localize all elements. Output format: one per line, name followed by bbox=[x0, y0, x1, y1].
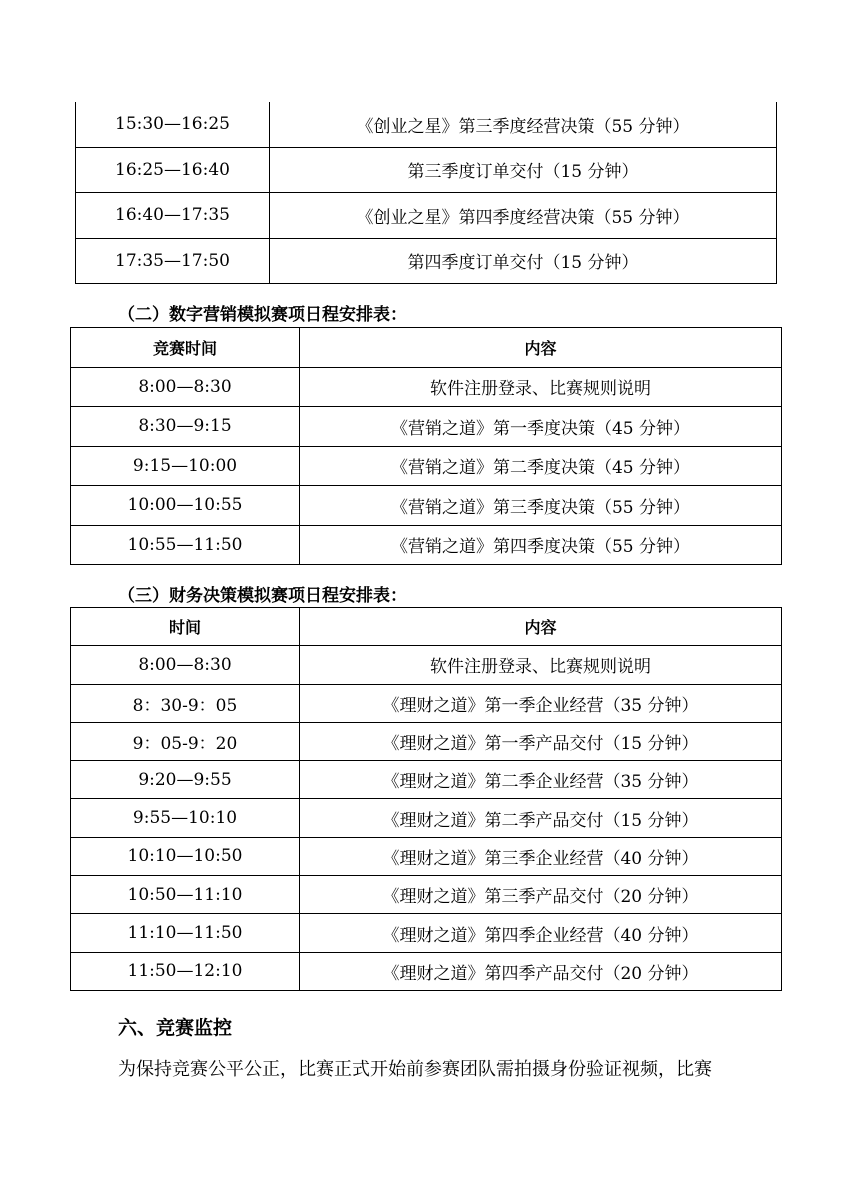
table-row bbox=[76, 147, 777, 193]
time-cell: 9:20—9:55 bbox=[71, 761, 300, 799]
content-cell: 《营销之道》第二季度决策（45 分钟） bbox=[300, 446, 782, 486]
table-row bbox=[71, 646, 782, 684]
content-cell: 软件注册登录、比赛规则说明 bbox=[300, 367, 782, 407]
time-cell: 10:55—11:50 bbox=[71, 525, 300, 565]
table-row bbox=[71, 684, 782, 722]
col-header-time: 竞赛时间 bbox=[71, 328, 300, 368]
content-cell: 第四季度订单交付（15 分钟） bbox=[270, 238, 777, 284]
table-row bbox=[76, 193, 777, 239]
time-cell: 8:00—8:30 bbox=[71, 367, 300, 407]
col-header-time: 时间 bbox=[71, 608, 300, 646]
table-row bbox=[71, 837, 782, 875]
table-row bbox=[71, 761, 782, 799]
finance-schedule-table bbox=[70, 607, 782, 991]
content-cell: 《营销之道》第三季度决策（55 分钟） bbox=[300, 486, 782, 526]
table-row bbox=[71, 876, 782, 914]
time-cell: 17:35—17:50 bbox=[76, 238, 270, 284]
table-row bbox=[71, 367, 782, 407]
content-cell: 《营销之道》第一季度决策（45 分钟） bbox=[300, 407, 782, 447]
content-cell: 第三季度订单交付（15 分钟） bbox=[270, 147, 777, 193]
table-row bbox=[71, 799, 782, 837]
col-header-content: 内容 bbox=[300, 608, 782, 646]
section6-paragraph: 为保持竞赛公平公正，比赛正式开始前参赛团队需拍摄身份验证视频，比赛 bbox=[118, 1059, 712, 1080]
time-cell: 8：30-9：05 bbox=[71, 684, 300, 722]
time-cell: 9:15—10:00 bbox=[71, 446, 300, 486]
table-row bbox=[71, 407, 782, 447]
table-row bbox=[71, 952, 782, 990]
content-cell: 《理财之道》第三季企业经营（40 分钟） bbox=[300, 837, 782, 875]
section3-heading: （三）财务决策模拟赛项日程安排表： bbox=[118, 586, 407, 606]
schedule-table-continued bbox=[75, 102, 777, 284]
time-cell: 9:55—10:10 bbox=[71, 799, 300, 837]
content-cell: 《理财之道》第一季产品交付（15 分钟） bbox=[300, 722, 782, 760]
content-cell: 《理财之道》第二季产品交付（15 分钟） bbox=[300, 799, 782, 837]
time-cell: 10:10—10:50 bbox=[71, 837, 300, 875]
time-cell: 8:30—9:15 bbox=[71, 407, 300, 447]
time-cell: 15:30—16:25 bbox=[76, 102, 270, 147]
table-row bbox=[71, 914, 782, 952]
table-row bbox=[71, 525, 782, 565]
time-cell: 16:40—17:35 bbox=[76, 193, 270, 239]
time-cell: 11:10—11:50 bbox=[71, 914, 300, 952]
content-cell: 《创业之星》第四季度经营决策（55 分钟） bbox=[270, 193, 777, 239]
marketing-schedule-table bbox=[70, 327, 782, 565]
table-row bbox=[71, 486, 782, 526]
time-cell: 11:50—12:10 bbox=[71, 952, 300, 990]
col-header-content: 内容 bbox=[300, 328, 782, 368]
time-cell: 9：05-9：20 bbox=[71, 722, 300, 760]
content-cell: 《营销之道》第四季度决策（55 分钟） bbox=[300, 525, 782, 565]
time-cell: 10:00—10:55 bbox=[71, 486, 300, 526]
section6-title: 六、竞赛监控 bbox=[118, 1017, 233, 1039]
time-cell: 16:25—16:40 bbox=[76, 147, 270, 193]
table-header-row bbox=[71, 608, 782, 646]
content-cell: 《理财之道》第一季企业经营（35 分钟） bbox=[300, 684, 782, 722]
content-cell: 《理财之道》第四季企业经营（40 分钟） bbox=[300, 914, 782, 952]
table-row bbox=[71, 446, 782, 486]
time-cell: 8:00—8:30 bbox=[71, 646, 300, 684]
content-cell: 《理财之道》第二季企业经营（35 分钟） bbox=[300, 761, 782, 799]
content-cell: 《理财之道》第四季产品交付（20 分钟） bbox=[300, 952, 782, 990]
section2-heading: （二）数字营销模拟赛项日程安排表： bbox=[118, 305, 407, 325]
table-row bbox=[76, 238, 777, 284]
table-header-row bbox=[71, 328, 782, 368]
table-row bbox=[71, 722, 782, 760]
table-row bbox=[76, 102, 777, 147]
content-cell: 《创业之星》第三季度经营决策（55 分钟） bbox=[270, 102, 777, 147]
content-cell: 《理财之道》第三季产品交付（20 分钟） bbox=[300, 876, 782, 914]
content-cell: 软件注册登录、比赛规则说明 bbox=[300, 646, 782, 684]
time-cell: 10:50—11:10 bbox=[71, 876, 300, 914]
